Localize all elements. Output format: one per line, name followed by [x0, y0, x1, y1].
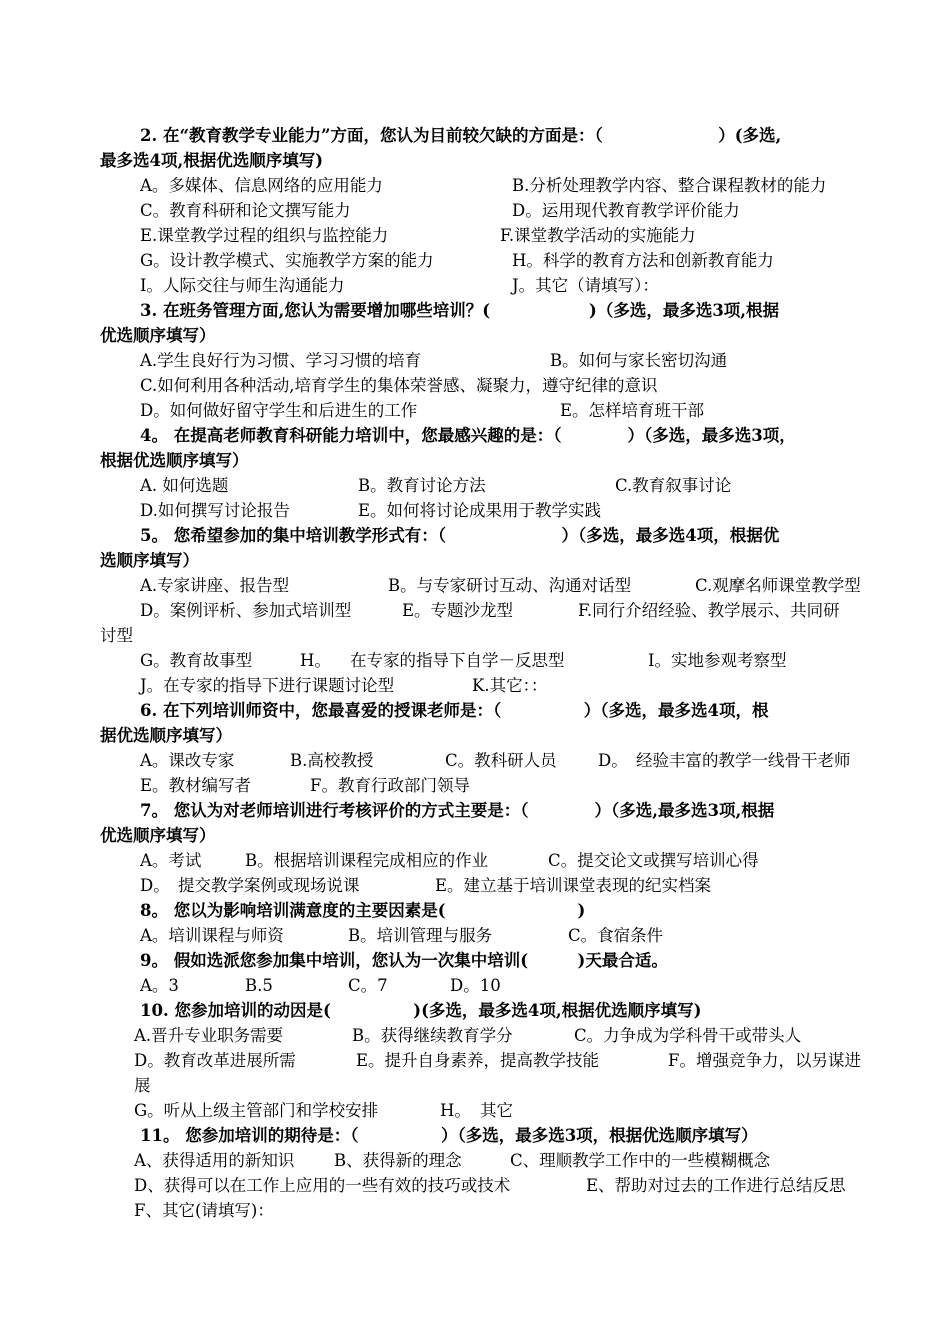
question-title: 7。 您认为对老师培训进行考核评价的方式主要是：（ ）（多选,最多选3项,根据	[140, 801, 775, 820]
option-a: A.晋升专业职务需要	[134, 1026, 284, 1045]
option-d-letter: D。	[140, 876, 170, 895]
option-f: F、其它(请填写)：	[134, 1201, 274, 1220]
option-c: C.观摩名师课堂教学型	[695, 576, 861, 595]
option-b: B。教育讨论方法	[358, 476, 486, 495]
question-title: 2. 在“教育教学专业能力”方面，您认为目前较欠缺的方面是：（ ）(多选,	[140, 126, 782, 145]
option-j: J。其它（请填写）：	[512, 276, 659, 295]
question-title: 10. 您参加培训的动因是( )(多选，最多选4项,根据优选顺序填写)	[140, 1001, 702, 1020]
option-d: 提交教学案例或现场说课	[178, 876, 360, 895]
option-f: F.同行介绍经验、教学展示、共同研	[578, 601, 840, 620]
option-i: I。人际交往与师生沟通能力	[140, 276, 345, 295]
option-f-cont: 展	[134, 1076, 151, 1095]
option-a: A.学生良好行为习惯、学习习惯的培育	[140, 351, 422, 370]
option-c: C.教育叙事讨论	[615, 476, 732, 495]
option-f: F。教育行政部门领导	[310, 776, 470, 795]
option-h: 在专家的指导下自学－反思型	[350, 651, 565, 670]
option-a: A。培训课程与师资	[140, 926, 284, 945]
option-h: H。科学的教育方法和创新教育能力	[512, 251, 774, 270]
option-d: D、获得可以在工作上应用的一些有效的技巧或技术	[134, 1176, 511, 1195]
option-g: G。教育故事型	[140, 651, 253, 670]
option-d-letter: D。	[598, 751, 628, 770]
question-title-cont: 最多选4项,根据优选顺序填写)	[100, 151, 324, 170]
option-d: D。10	[450, 976, 501, 995]
question-title: 3. 在班务管理方面,您认为需要增加哪些培训？( )（多选，最多选3项,根据	[140, 301, 780, 320]
option-c: C。7	[348, 976, 388, 995]
option-b: B.分析处理教学内容、整合课程教材的能力	[512, 176, 827, 195]
question-title: 6. 在下列培训师资中，您最喜爱的授课老师是：（ ）（多选，最多选4项，根	[140, 701, 769, 720]
option-a: A、获得适用的新知识	[134, 1151, 295, 1170]
option-a: A。多媒体、信息网络的应用能力	[140, 176, 383, 195]
option-h-letter: H。	[300, 651, 331, 670]
option-f-cont: 讨型	[100, 626, 133, 645]
option-e: E。如何将讨论成果用于教学实践	[358, 501, 602, 520]
option-b: B。如何与家长密切沟通	[550, 351, 728, 370]
option-b: B。获得继续教育学分	[352, 1026, 513, 1045]
option-d: D。运用现代教育教学评价能力	[512, 201, 740, 220]
option-k: K.其它：：	[472, 676, 548, 695]
option-a: A。3	[140, 976, 179, 995]
option-g: G。听从上级主管部门和学校安排	[134, 1101, 379, 1120]
question-title: 9。 假如选派您参加集中培训，您认为一次集中培训( )天最合适。	[140, 951, 668, 970]
question-title: 8。 您以为影响培训满意度的主要因素是( )	[140, 901, 586, 920]
option-d: D.如何撰写讨论报告	[140, 501, 290, 520]
option-h-letter: H。	[440, 1101, 471, 1120]
option-i: I。实地参观考察型	[648, 651, 787, 670]
option-e: E、帮助对过去的工作进行总结反思	[586, 1176, 846, 1195]
option-b: B。与专家研讨互动、沟通对话型	[388, 576, 632, 595]
option-a: A。考试	[140, 851, 202, 870]
question-title: 5。 您希望参加的集中培训教学形式有：（ ）（多选，最多选4项，根据优	[140, 526, 780, 545]
option-f: F。增强竞争力，以另谋进	[668, 1051, 861, 1070]
option-b: B.5	[245, 976, 273, 995]
question-title: 4。 在提高老师教育科研能力培训中，您最感兴趣的是：（ ）（多选，最多选3项，	[140, 426, 796, 445]
option-e: E。建立基于培训课堂表现的纪实档案	[435, 876, 712, 895]
question-title: 11。 您参加培训的期待是：（ ）（多选，最多选3项，根据优选顺序填写）	[140, 1126, 758, 1145]
option-e: E。提升自身素养，提高教学技能	[356, 1051, 600, 1070]
option-d: D。案例评析、参加式培训型	[140, 601, 352, 620]
option-e: E。专题沙龙型	[402, 601, 514, 620]
option-f: F.课堂教学活动的实施能力	[500, 226, 696, 245]
option-e: E。怎样培育班干部	[560, 401, 705, 420]
question-title-cont: 优选顺序填写）	[100, 326, 216, 345]
option-b: B。培训管理与服务	[348, 926, 493, 945]
option-e: E.课堂教学过程的组织与监控能力	[140, 226, 389, 245]
option-d: D。如何做好留守学生和后进生的工作	[140, 401, 418, 420]
option-a: A。课改专家	[140, 751, 235, 770]
option-g: G。设计教学模式、实施教学方案的能力	[140, 251, 434, 270]
option-c: C.如何利用各种活动,培育学生的集体荣誉感、凝聚力，遵守纪律的意识	[140, 376, 658, 395]
option-a: A. 如何选题	[140, 476, 229, 495]
option-c: C、理顺教学工作中的一些模糊概念	[510, 1151, 771, 1170]
option-j: J。在专家的指导下进行课题讨论型	[140, 676, 395, 695]
option-b: B、获得新的理念	[334, 1151, 462, 1170]
option-b: B。根据培训课程完成相应的作业	[245, 851, 489, 870]
option-d: D。教育改革进展所需	[134, 1051, 296, 1070]
option-h: 其它	[480, 1101, 513, 1120]
option-c: C。食宿条件	[568, 926, 664, 945]
option-d: 经验丰富的教学一线骨干老师	[636, 751, 851, 770]
question-title-cont: 优选顺序填写）	[100, 826, 216, 845]
question-title-cont: 根据优选顺序填写）	[100, 451, 249, 470]
option-c: C。教科研人员	[445, 751, 557, 770]
option-b: B.高校教授	[290, 751, 374, 770]
option-c: C。力争成为学科骨干或带头人	[574, 1026, 802, 1045]
option-e: E。教材编写者	[140, 776, 252, 795]
option-c: C。教育科研和论文撰写能力	[140, 201, 351, 220]
question-title-cont: 据优选顺序填写）	[100, 726, 232, 745]
question-title-cont: 选顺序填写）	[100, 551, 199, 570]
option-c: C。提交论文或撰写培训心得	[548, 851, 759, 870]
option-a: A.专家讲座、报告型	[140, 576, 290, 595]
